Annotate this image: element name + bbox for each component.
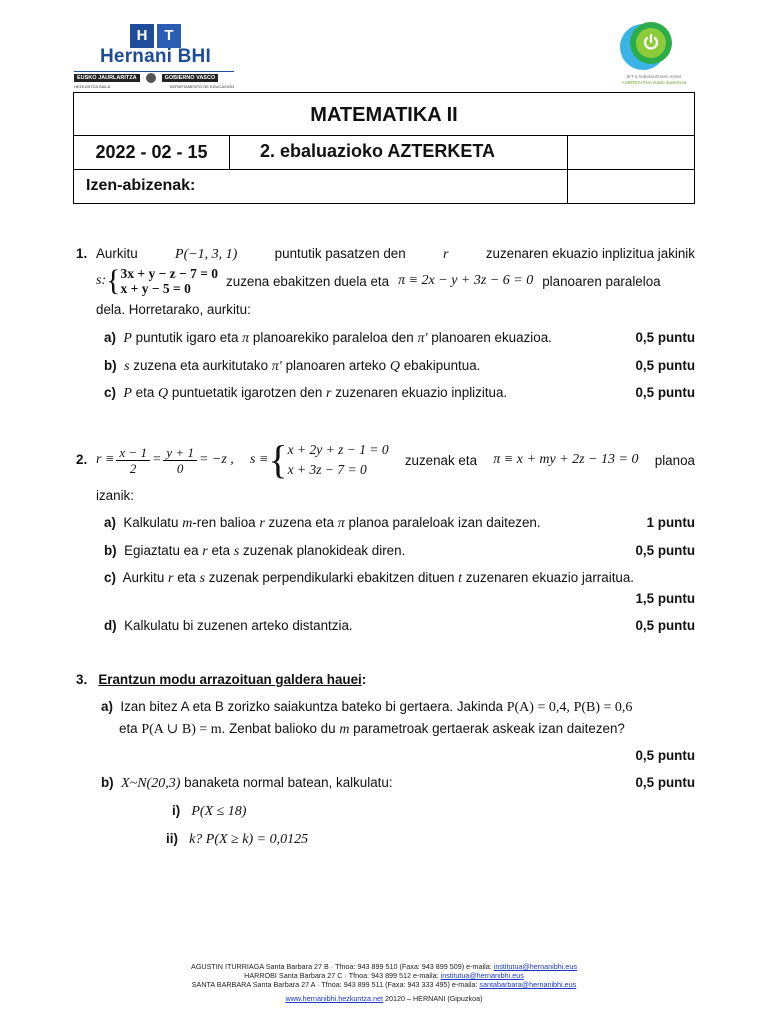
q1-text-c: zuzenaren ekuazio inplizitua jakinik (485, 246, 695, 261)
q2-eq: = (151, 452, 162, 467)
power-icon (642, 33, 660, 51)
q1b-t5: Q (389, 359, 400, 374)
q2-frac2 (163, 445, 197, 476)
q1b-points: 0,5 puntu (635, 358, 695, 373)
q2a-t7: planoa paraleloak izan daitezen. (348, 515, 541, 530)
q3a-pb: P(B) = 0,6 (573, 700, 633, 715)
q1b (104, 358, 480, 375)
q3b-ii-label: ii) (166, 831, 178, 846)
q1-text-a: Aurkitu (96, 246, 138, 261)
q1a-t4: planoarekiko paraleloa den (252, 330, 414, 345)
q2c-t7: zuzenaren ekuazio jarraitua. (465, 570, 635, 585)
footer-line3-text: SANTA BARBARA Santa Barbara 27 A · Tfnoa: 943 899 511 (Faxa: 943 333 495) e-maila: (191, 980, 480, 989)
q2b (104, 543, 405, 560)
footer-web-link[interactable]: www.hernanibhi.hezkuntza.net (285, 994, 383, 1003)
q3-heading (76, 672, 366, 687)
q1-text-d: zuzena ebakitzen duela eta (226, 273, 390, 289)
q1-text-b: puntutik pasatzen den (274, 246, 406, 261)
q1a (104, 330, 552, 347)
q3b (101, 775, 393, 792)
q2-line1 (96, 437, 695, 482)
q2-r-equation (96, 445, 234, 476)
q1c-t6: zuzenaren ekuazio inplizitua. (335, 385, 508, 400)
q2-s-eq1: x + 2y + z − 1 = 0 (287, 442, 389, 457)
q1-plane: π ≡ 2x − y + 3z − 6 = 0 (398, 273, 534, 288)
q1c-t3: Q (158, 386, 169, 401)
q3b-text: banaketa normal batean, kalkulatu: (184, 775, 393, 790)
q2b-points: 0,5 puntu (635, 543, 695, 558)
q1b-t2: zuzena eta aurkitutako (133, 358, 269, 373)
exam-info-row (74, 136, 694, 170)
government-bar-right: GOBIERNO VASCO (162, 74, 219, 82)
q1-brace: { (106, 264, 121, 297)
q3-num: 3. (76, 672, 88, 687)
program-logo-line2: AURREKATUA Ikasle ikastetxea (621, 80, 687, 85)
q2b-t5: zuzenak planokideak diren. (243, 543, 406, 558)
q3a-and: eta (119, 721, 138, 736)
q1-line2 (96, 266, 695, 296)
q2c-t4: s (199, 571, 206, 586)
q3a-line2 (119, 721, 625, 738)
q1-number (76, 246, 87, 261)
q1-s-label: s: (96, 273, 107, 288)
q1b-t6: ebakipuntua. (403, 358, 481, 373)
q2-tail: planoa (654, 452, 695, 468)
q2a-t2: m (182, 516, 193, 531)
q2-plane: π ≡ x + my + 2z − 13 = 0 (493, 452, 639, 467)
q2-s-eq2: x + 3z − 7 = 0 (287, 462, 367, 477)
q2d-text: Kalkulatu bi zuzenen arteko distantzia. (124, 618, 353, 633)
school-name: Hernani BHI (100, 46, 211, 67)
footer-line2 (0, 971, 768, 980)
government-bar-left: EUSKO JAURLARITZA (74, 74, 140, 82)
q2-frac2-den: 0 (176, 460, 184, 476)
exam-date: 2022 - 02 - 15 (74, 136, 230, 169)
crest-icon (146, 73, 156, 83)
footer-email-link-1[interactable]: institutua@hernanibhi.eus (493, 962, 577, 971)
q2c-points: 1,5 puntu (635, 591, 695, 606)
q3-colon: : (361, 672, 367, 687)
q1-s-eq2: x + y − 5 = 0 (120, 281, 191, 296)
footer-line1 (0, 962, 768, 971)
q3b-distribution: X~N(20,3) (121, 776, 181, 791)
q2c-t3: eta (177, 570, 196, 585)
department-left: HEZKUNTZA SAILA (74, 84, 111, 89)
q1a-label: a) (104, 330, 116, 345)
q2a-t1: Kalkulatu (123, 515, 179, 530)
q2-num: 2. (76, 452, 88, 467)
student-name-row (74, 170, 694, 203)
q3b-ii-expr: k? P(X ≥ k) = 0,0125 (189, 832, 309, 847)
q2-frac1-den: 2 (129, 460, 137, 476)
q3b-i-expr: P(X ≤ 18) (191, 804, 247, 819)
q3b-points: 0,5 puntu (635, 775, 695, 790)
student-name-label: Izen-abizenak: (74, 170, 568, 203)
q2c (104, 570, 634, 587)
q2d-points: 0,5 puntu (635, 618, 695, 633)
footer-line2-text: HARROBI Santa Barbara 27 C · Tfnoa: 943 899 512 e-maila: (244, 971, 441, 980)
q2b-t3: eta (211, 543, 231, 558)
q1c-points: 0,5 puntu (635, 385, 695, 400)
q3a-question-b: parametroak gertaerak askeak izan daitezen? (353, 721, 625, 736)
q1c-t4: puntuetatik igarotzen den (171, 385, 323, 400)
q3-title: Erantzun modu arrazoituan galdera hauei (98, 672, 362, 687)
q1-num: 1. (76, 246, 88, 261)
q2b-t1: Egiaztatu ea (124, 543, 199, 558)
q3b-i-label: i) (172, 803, 181, 818)
q1-s-system (121, 266, 219, 296)
q2d (104, 618, 353, 633)
q2-line2: izanik: (96, 488, 134, 503)
q2c-t6: t (458, 571, 463, 586)
footer-email-link-2[interactable]: institutua@hernanibhi.eus (440, 971, 524, 980)
q3a-pu: P(A ∪ B) = m (141, 722, 222, 737)
q1-text-e: planoaren paraleloa (542, 273, 661, 289)
q2-s-system (288, 440, 389, 480)
q1a-points: 0,5 puntu (635, 330, 695, 345)
q3a-points: 0,5 puntu (635, 748, 695, 763)
q2c-t5: zuzenak perpendikularki ebakitzen dituen (208, 570, 455, 585)
q3a (101, 699, 695, 716)
q1a-t3: π (242, 331, 250, 346)
q3a-m: m (339, 722, 350, 737)
government-bar (74, 74, 234, 82)
q1a-t6: planoaren ekuazioa. (431, 330, 552, 345)
q2-mid: zuzenak eta (404, 452, 478, 468)
department-right: DEPARTAMENTO DE EDUCACIÓN (169, 84, 234, 89)
q3b-label: b) (101, 775, 114, 790)
q2-s-equation (250, 437, 389, 482)
q1a-t1: P (123, 331, 132, 346)
q1-point: P(−1, 3, 1) (175, 247, 238, 262)
q1b-t1: s (124, 359, 130, 374)
q1a-t5: π′ (417, 331, 428, 346)
q2b-label: b) (104, 543, 117, 558)
q1b-t3: π′ (271, 359, 282, 374)
q1c-t1: P (123, 386, 132, 401)
q1c-label: c) (104, 385, 116, 400)
footer-web-tail: 20120 – HERNANI (Gipuzkoa) (383, 994, 483, 1003)
q2a-t5: zuzena eta (268, 515, 335, 530)
q3a-question-a: . Zenbat balioko du (221, 721, 336, 736)
q2b-t2: r (202, 544, 208, 559)
q2a (104, 515, 541, 532)
q1-s-eq1: 3x + y − z − 7 = 0 (120, 266, 219, 281)
q2-frac1 (116, 445, 150, 476)
q1-line3: dela. Horretarako, aurkitu: (96, 302, 251, 317)
program-logo-line1: IKT-a hobekuntzaren motor (626, 74, 682, 79)
q2a-t3: -ren balioa (192, 515, 256, 530)
q2-r-lhs: r ≡ (96, 452, 115, 467)
q3b-ii (166, 831, 308, 848)
q2-r-tail: = −z , (198, 452, 234, 467)
school-emblem-icon: H T (130, 24, 182, 48)
q2a-t4: r (259, 516, 265, 531)
q2a-t6: π (337, 516, 345, 531)
q3a-line1: Izan bitez A eta B zorizko saiakuntza bateko bi gertaera. Jakinda (120, 699, 503, 714)
q1b-t4: planoaren arteko (285, 358, 387, 373)
footer-web (0, 994, 768, 1003)
q3a-label: a) (101, 699, 113, 714)
q2-s-lhs: s ≡ (250, 452, 269, 467)
q1c (104, 385, 507, 402)
exam-name: 2. ebaluazioko AZTERKETA (230, 136, 568, 169)
q2d-label: d) (104, 618, 117, 633)
q3a-pa: P(A) = 0,4, (506, 700, 570, 715)
program-logo-text (606, 74, 702, 86)
q1-line1 (96, 246, 695, 263)
q1-r: r (443, 247, 449, 262)
q1c-t2: eta (135, 385, 155, 400)
q2c-t2: r (168, 571, 174, 586)
q1b-label: b) (104, 358, 117, 373)
q3b-i (172, 803, 246, 820)
q2-frac1-num: x − 1 (116, 445, 150, 461)
q2a-label: a) (104, 515, 116, 530)
q2b-t4: s (233, 544, 240, 559)
department-labels (74, 84, 234, 89)
footer-email-link-3[interactable]: santabarbara@hernanibhi.eus (479, 980, 577, 989)
program-logo (606, 22, 702, 92)
footer-line1-text: AGUSTIN ITURRIAGA Santa Barbara 27 B · Tfnoa: 943 899 510 (Faxa: 943 899 509) e-maila: (191, 962, 494, 971)
q2-frac2-num: y + 1 (163, 445, 197, 461)
footer (0, 962, 768, 1003)
q2a-points: 1 puntu (646, 515, 695, 530)
exam-title: MATEMATIKA II (74, 93, 694, 136)
q2c-t1: Aurkitu (122, 570, 165, 585)
school-logo (74, 24, 236, 90)
q2-brace: { (268, 437, 288, 482)
exam-header-table (73, 92, 695, 204)
q2-number (76, 452, 87, 467)
divider (74, 71, 234, 72)
q1c-t5: r (326, 386, 332, 401)
q1a-t2: puntutik igaro eta (135, 330, 239, 345)
footer-line3 (0, 980, 768, 989)
q2c-label: c) (104, 570, 116, 585)
